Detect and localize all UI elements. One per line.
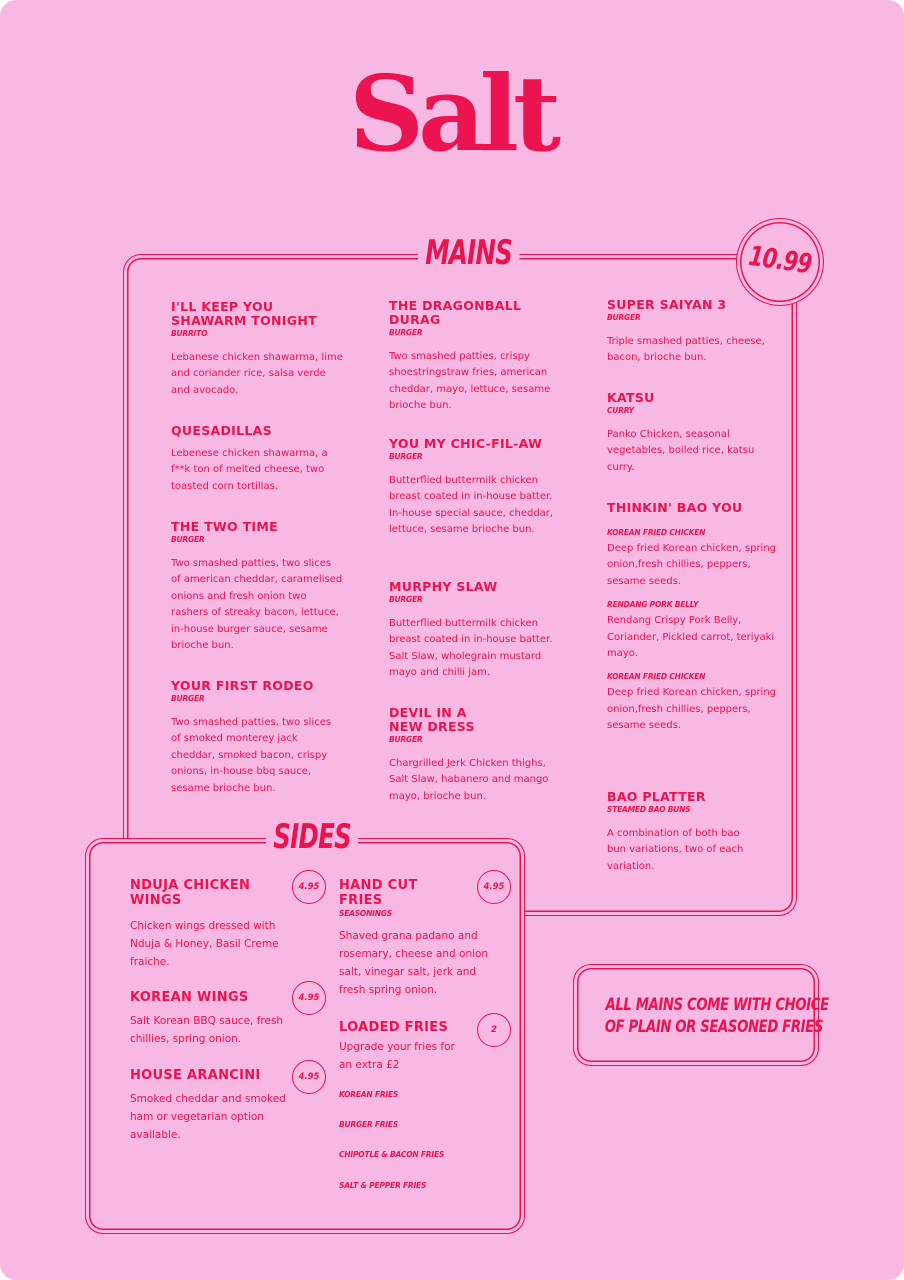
item-name: YOUR FIRST RODEO — [171, 678, 314, 693]
mains-price: 10.99 — [746, 240, 814, 281]
fries-note — [574, 994, 829, 1038]
item-name: HAND CUT FRIES — [339, 878, 418, 908]
item-name: NDUJA CHICKEN WINGS — [130, 878, 251, 908]
menu-item — [607, 298, 779, 367]
menu-item — [171, 424, 343, 495]
item-name: KATSU — [607, 390, 655, 405]
item-type: SEASONINGS — [339, 909, 393, 918]
item-description: Two smashed patties, two slices of smoked monterey jack cheddar, smoked bacon, crispy onions, in-house bbq sauce, sesame brioche bun. — [171, 717, 332, 794]
item-name: BAO PLATTER — [607, 789, 706, 804]
item-name: LOADED FRIES — [339, 1020, 449, 1035]
item-type: STEAMED BAO BUNS — [607, 805, 691, 814]
item-description: A combination of both bao bun variations, two of each variation. — [607, 828, 744, 872]
side-item — [130, 1068, 290, 1144]
item-type: CURRY — [607, 406, 634, 415]
side-item — [130, 990, 290, 1048]
fries-option: KOREAN FRIES — [339, 1090, 399, 1099]
item-type: KOREAN FRIED CHICKEN — [607, 672, 706, 682]
item-name: THINKIN' BAO YOU — [607, 500, 743, 515]
item-name: I'LL KEEP YOU SHAWARM TONIGHT — [171, 299, 317, 328]
item-name: THE TWO TIME — [171, 519, 278, 534]
menu-item — [171, 300, 343, 399]
item-description: Lebanese chicken shawarma, lime and coriander rice, salsa verde and avocado. — [171, 352, 343, 396]
item-description: Smoked cheddar and smoked ham or vegetarian option available. — [130, 1093, 286, 1141]
menu-item — [389, 706, 561, 805]
item-description: Two smashed patties, crispy shoestringstraw fries, american cheddar, mayo, lettuce, sesame brioche bun. — [389, 351, 551, 412]
menu-item — [607, 790, 779, 875]
item-name: HOUSE ARANCINI — [130, 1068, 261, 1083]
item-description: Panko Chicken, seasonal vegetables, boiled rice, katsu curry. — [607, 429, 755, 473]
menu-item — [171, 520, 343, 654]
item-description: Rendang Crispy Pork Belly, Coriander, Pickled carrot, teriyaki mayo. — [607, 615, 775, 660]
mains-price-badge — [736, 218, 824, 306]
item-name: SUPER SAIYAN 3 — [607, 297, 727, 312]
item-name: DEVIL IN A NEW DRESS — [389, 705, 475, 734]
logo: Salt — [348, 52, 556, 175]
side-item — [130, 878, 280, 971]
item-type: BURGER — [389, 595, 423, 604]
item-name: QUESADILLAS — [171, 423, 272, 438]
price-badge: 2 — [477, 1013, 511, 1047]
bao-variation — [607, 672, 779, 734]
menu-item — [607, 391, 779, 476]
item-type: BURGER — [389, 452, 423, 461]
item-type: BURGER — [389, 735, 423, 744]
item-name: MURPHY SLAW — [389, 579, 498, 594]
item-description: Deep fried Korean chicken, spring onion,fresh chillies, peppers, sesame seeds. — [607, 687, 777, 732]
item-type: BURRITO — [171, 329, 208, 338]
side-item — [339, 1020, 469, 1074]
fries-note-line-2: OF PLAIN OR SEASONED FRIES — [604, 1017, 824, 1037]
bao-variation — [607, 528, 779, 590]
sides-title: SIDES — [266, 820, 358, 854]
item-type: BURGER — [389, 328, 423, 337]
menu-item — [607, 501, 779, 735]
item-name: THE DRAGONBALL DURAG — [389, 298, 522, 327]
fries-note-line-1: ALL MAINS COME WITH CHOICE — [605, 995, 829, 1015]
menu-item — [171, 679, 343, 797]
item-name: KOREAN WINGS — [130, 990, 249, 1005]
item-description: Triple smashed patties, cheese, bacon, brioche bun. — [607, 336, 765, 364]
item-type: BURGER — [171, 535, 205, 544]
item-description: Chargrilled Jerk Chicken thighs, Salt Slaw, habanero and mango mayo, brioche bun. — [389, 758, 549, 802]
price-badge: 4.95 — [292, 981, 326, 1015]
price-badge: 4.95 — [292, 1060, 326, 1094]
item-name: YOU MY CHIC-FIL-AW — [389, 436, 543, 451]
price-badge: 4.95 — [477, 870, 511, 904]
item-description: Salt Korean BBQ sauce, fresh chillies, spring onion. — [130, 1015, 284, 1045]
item-description: Chicken wings dressed with Nduja & Honey, Basil Creme fraiche. — [130, 920, 279, 968]
item-description: Upgrade your fries for an extra £2 — [339, 1041, 455, 1071]
item-description: Shaved grana padano and rosemary, cheese and onion salt, vinegar salt, jerk and fresh spring onion. — [339, 930, 489, 996]
item-type: RENDANG PORK BELLY — [607, 600, 699, 610]
item-description: Deep fried Korean chicken, spring onion,fresh chillies, peppers, sesame seeds. — [607, 543, 777, 587]
fries-option: BURGER FRIES — [339, 1120, 399, 1129]
fries-note-box — [573, 964, 829, 1066]
price-badge: 4.95 — [292, 870, 326, 904]
item-description: Lebenese chicken shawarma, a f**k ton of melted cheese, two toasted corn tortillas. — [171, 448, 328, 492]
menu-item — [389, 580, 561, 682]
item-type: KOREAN FRIED CHICKEN — [607, 528, 706, 537]
bao-variation — [607, 600, 779, 662]
item-description: Two smashed patties, two slices of american cheddar, caramelised onions and fresh onion two rashers of streaky bacon, lettuce, in-house burger sauce, sesame brioche bun. — [171, 558, 343, 652]
side-item — [339, 878, 499, 999]
item-type: BURGER — [171, 694, 205, 703]
menu-item — [389, 437, 561, 539]
fries-option: CHIPOTLE & BACON FRIES — [339, 1150, 445, 1159]
fries-option: SALT & PEPPER FRIES — [339, 1181, 427, 1190]
item-description: Butterflied buttermilk chicken breast coated in in-house batter. In-house special sauce, cheddar, lettuce, sesame brioche bun. — [389, 475, 554, 536]
item-type: BURGER — [607, 313, 641, 322]
item-description: Butterflied buttermilk chicken breast coated in in-house batter. Salt Slaw, wholegrain mustard mayo and chilli jam. — [389, 618, 553, 679]
menu-item — [389, 299, 561, 415]
mains-title: MAINS — [418, 236, 519, 270]
